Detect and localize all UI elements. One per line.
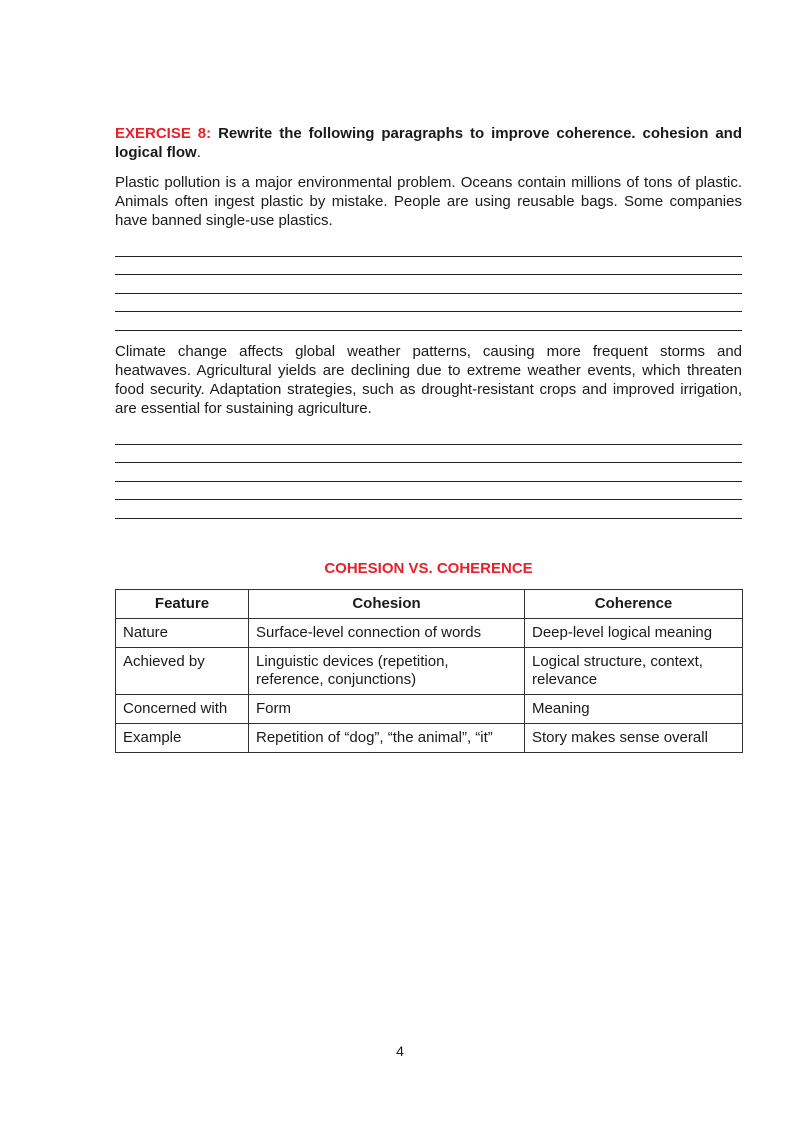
exercise-end-punct: .	[196, 144, 201, 161]
answer-line[interactable]	[115, 256, 742, 257]
table-cell: Repetition of “dog”, “the animal”, “it”	[249, 724, 525, 753]
answer-line[interactable]	[115, 293, 742, 294]
answer-line[interactable]	[115, 330, 742, 331]
table-cell: Deep-level logical meaning	[525, 619, 743, 648]
exercise-heading	[115, 124, 742, 162]
answer-line[interactable]	[115, 311, 742, 312]
answer-line[interactable]	[115, 499, 742, 500]
table-cell: Achieved by	[116, 648, 249, 695]
answer-line[interactable]	[115, 481, 742, 482]
header-cohesion: Cohesion	[249, 590, 525, 619]
header-feature: Feature	[116, 590, 249, 619]
table-cell: Logical structure, context, relevance	[525, 648, 743, 695]
answer-line[interactable]	[115, 462, 742, 463]
table-cell: Story makes sense overall	[525, 724, 743, 753]
table-row	[116, 695, 743, 724]
header-coherence: Coherence	[525, 590, 743, 619]
paragraph-1: Plastic pollution is a major environmental problem. Oceans contain millions of tons of plastic. Animals often ingest plastic by mistake. People are using reusable bags. Some companies have banned single-use plastics.	[115, 174, 742, 229]
table-cell: Concerned with	[116, 695, 249, 724]
table-row	[116, 648, 743, 695]
table-cell: Example	[116, 724, 249, 753]
comparison-table	[115, 589, 743, 753]
table-header-row	[116, 590, 743, 619]
page-number: 4	[396, 1043, 404, 1059]
section-title: COHESION VS. COHERENCE	[324, 560, 533, 577]
paragraph-2: Climate change affects global weather patterns, causing more frequent storms and heatwaves. Agricultural yields are declining due to extreme weather events, which threaten food security. Adaptation strategies, such as drought-resistant crops and improved irrigation, are essential for sustaining agriculture.	[115, 343, 742, 417]
table-cell: Form	[249, 695, 525, 724]
exercise-label: EXERCISE 8:	[115, 125, 212, 142]
table-cell: Nature	[116, 619, 249, 648]
table-cell: Meaning	[525, 695, 743, 724]
table-cell: Surface-level connection of words	[249, 619, 525, 648]
answer-line[interactable]	[115, 274, 742, 275]
table-cell: Linguistic devices (repetition, reference, conjunctions)	[249, 648, 525, 695]
exercise-instruction: Rewrite the following paragraphs to improve coherence. cohesion and logical flow	[115, 125, 742, 161]
table-row	[116, 619, 743, 648]
answer-line[interactable]	[115, 518, 742, 519]
answer-line[interactable]	[115, 444, 742, 445]
table-row	[116, 724, 743, 753]
